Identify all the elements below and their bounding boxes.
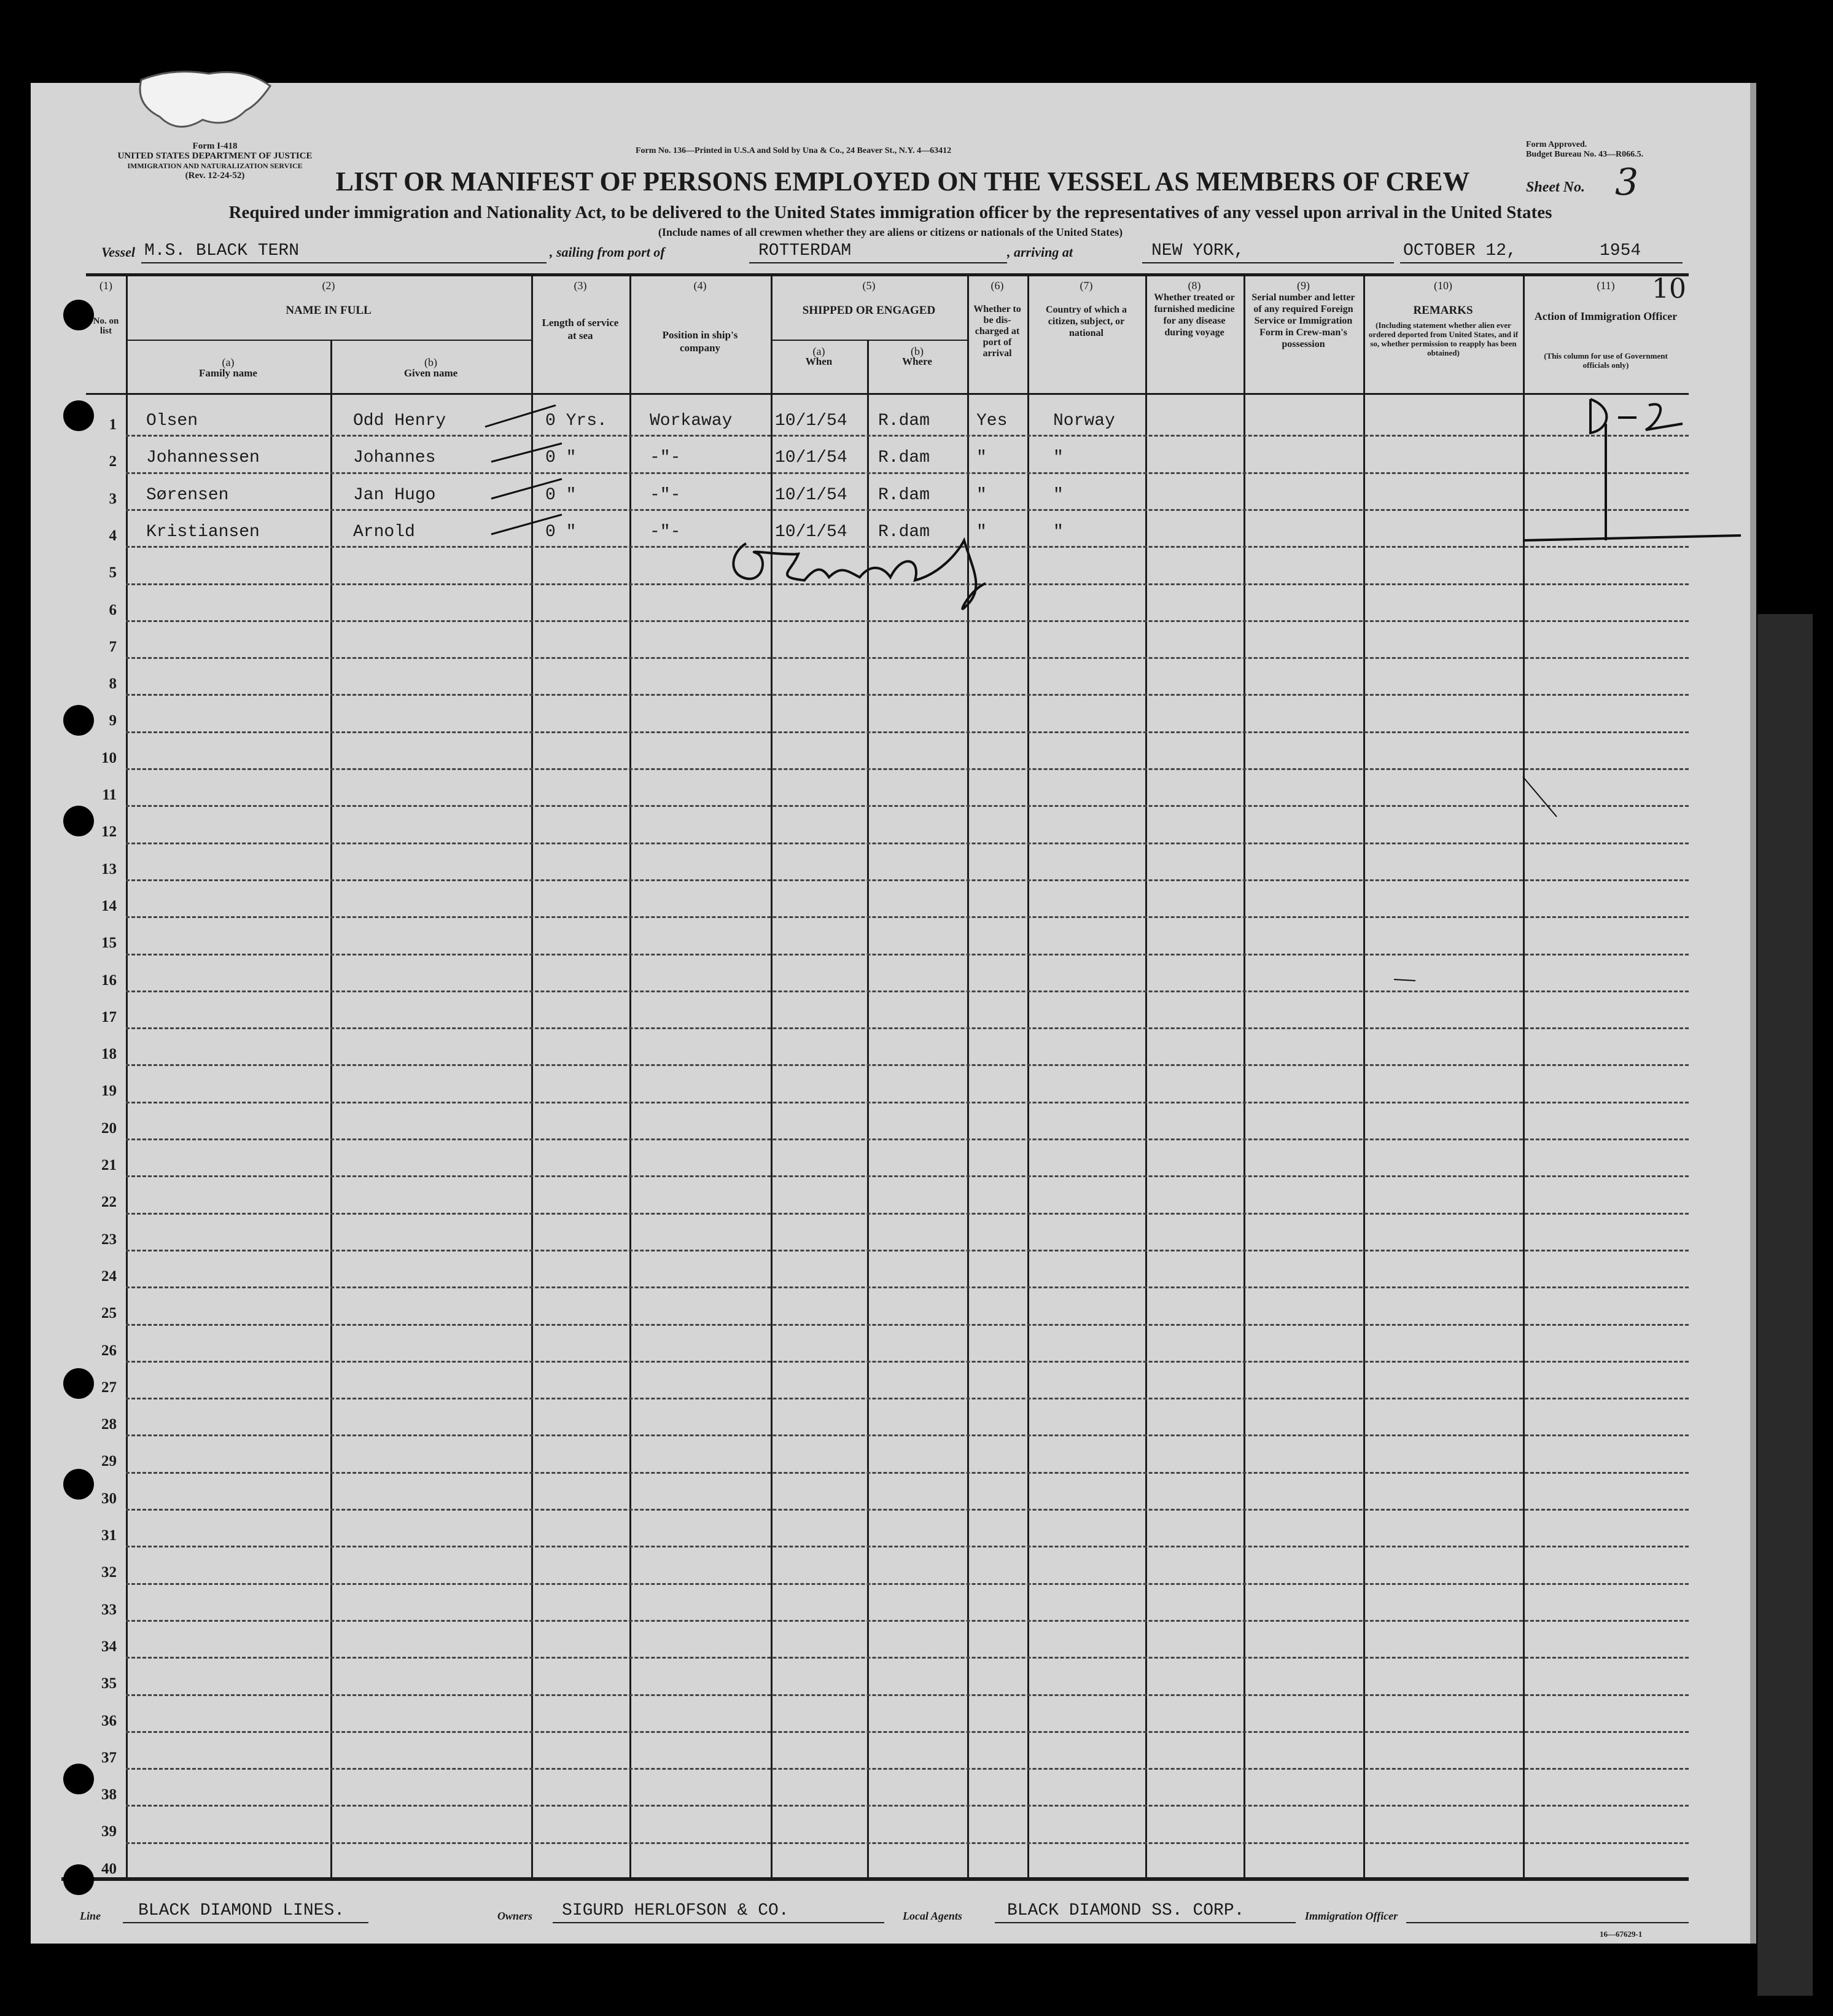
printer-note: Form No. 136—Printed in U.S.A and Sold by Una & Co., 24 Beaver St., N.Y. 4—63412 <box>636 146 952 155</box>
line-label: Line <box>80 1910 101 1922</box>
row-number: 29 <box>101 1453 117 1470</box>
sheet-number: 3 <box>1615 161 1639 204</box>
row-number: 10 <box>101 749 117 766</box>
row-number: 23 <box>101 1231 117 1248</box>
budget-bureau: Budget Bureau No. 43—R066.5. <box>1526 150 1644 159</box>
departure-port: ROTTERDAM <box>758 241 852 260</box>
form-number: Form I-418 <box>192 141 238 151</box>
country-cell: Norway <box>1053 411 1115 430</box>
row-number: 34 <box>101 1638 117 1655</box>
shipped-when-cell: 10/1/54 <box>775 448 847 468</box>
arrival-year: 1954 <box>1600 241 1641 260</box>
row-number: 9 <box>109 712 117 730</box>
arrival-port: NEW YORK, <box>1151 241 1245 260</box>
corner-number: 10 <box>1652 273 1686 305</box>
signature <box>733 540 986 609</box>
row-number: 4 <box>109 527 117 544</box>
col6-number: (6) <box>990 279 1004 292</box>
row-number: 2 <box>109 453 117 470</box>
col2a-number: (a) <box>222 356 235 368</box>
crew-note: (Include names of all crewmen whether they are aliens or citizens or nationals of the United States) <box>658 226 1123 238</box>
discharged-cell: Yes <box>976 411 1008 430</box>
row-number: 19 <box>101 1083 117 1100</box>
col3-number: (3) <box>574 279 587 292</box>
row-number: 25 <box>101 1305 117 1322</box>
vessel-name: M.S. BLACK TERN <box>144 241 300 260</box>
discharged-cell: " <box>976 448 987 468</box>
country-cell: " <box>1053 448 1064 468</box>
family-name-cell: Olsen <box>146 411 198 430</box>
form-approved: Form Approved. <box>1526 140 1587 149</box>
agents-name: BLACK DIAMOND SS. CORP. <box>1007 1901 1245 1920</box>
given-name-cell: Jan Hugo <box>353 485 436 505</box>
vessel-label: Vessel <box>101 244 135 260</box>
discharged-cell: " <box>976 522 987 542</box>
row-number: 31 <box>101 1527 117 1544</box>
binder-hole <box>63 300 94 330</box>
col5-number: (5) <box>862 279 876 292</box>
col10-label: REMARKS <box>1413 304 1473 317</box>
row-number: 14 <box>101 897 117 914</box>
form-code: 16—67629-1 <box>1600 1929 1643 1939</box>
row-number: 32 <box>101 1564 117 1581</box>
row-number: 12 <box>101 823 117 841</box>
row-number: 28 <box>101 1416 117 1433</box>
col10-number: (10) <box>1434 279 1452 292</box>
row-number: 17 <box>101 1008 117 1026</box>
binder-hole <box>63 1469 94 1500</box>
col2b-label: Given name <box>403 367 458 379</box>
sheet-label: Sheet No. <box>1526 179 1585 195</box>
col7-number: (7) <box>1080 279 1093 292</box>
row-number: 15 <box>101 935 117 952</box>
officer-mark <box>1523 399 1741 540</box>
service-length-cell: 0 " <box>545 448 577 468</box>
row-number: 8 <box>109 675 117 693</box>
col2-label: NAME IN FULL <box>286 304 372 317</box>
agents-underline <box>995 1922 1296 1923</box>
row-number: 13 <box>101 860 117 878</box>
col9-label: Serial number and letter of any required Foreign Service or Immigration Form in Crew-man's possession <box>1251 292 1355 349</box>
shipped-where-cell: R.dam <box>878 411 930 430</box>
row-number: 39 <box>101 1823 117 1840</box>
shipped-when-cell: 10/1/54 <box>775 411 847 430</box>
arriving-label: , arriving at <box>1007 244 1073 260</box>
col5-label: SHIPPED OR ENGAGED <box>802 304 936 317</box>
country-cell: " <box>1053 522 1064 542</box>
owners-name: SIGURD HERLOFSON & CO. <box>562 1901 789 1920</box>
shipped-where-cell: R.dam <box>878 485 930 505</box>
stray-mark <box>1523 777 1557 817</box>
row-number: 1 <box>109 416 117 433</box>
position-cell: -"- <box>650 448 681 468</box>
shipped-when-cell: 10/1/54 <box>775 522 847 542</box>
given-name-cell: Johannes <box>353 448 436 468</box>
col2b-number: (b) <box>424 356 437 368</box>
line-name: BLACK DIAMOND LINES. <box>138 1901 345 1920</box>
officer-underline <box>1406 1922 1689 1923</box>
family-name-cell: Sørensen <box>146 485 229 505</box>
col8-label: Whether treated or furnished medicine for any disease during voyage <box>1154 292 1235 338</box>
row-number: 35 <box>101 1675 117 1692</box>
page-title: LIST OR MANIFEST OF PERSONS EMPLOYED ON THE VESSEL AS MEMBERS OF CREW <box>335 166 1470 197</box>
owners-underline <box>553 1922 884 1923</box>
col5b-label: Where <box>902 356 932 367</box>
col11-note: (This column for use of Government officials only) <box>1544 351 1668 370</box>
agents-label: Local Agents <box>903 1910 962 1922</box>
row-number: 40 <box>101 1860 117 1877</box>
col5b-number: (b) <box>911 345 924 357</box>
service-name: IMMIGRATION AND NATURALIZATION SERVICE <box>127 162 303 170</box>
row-number: 11 <box>102 787 117 803</box>
row-number: 27 <box>101 1379 117 1396</box>
country-cell: " <box>1053 485 1064 505</box>
shipped-when-cell: 10/1/54 <box>775 485 847 505</box>
col11-number: (11) <box>1597 279 1615 292</box>
row-number: 30 <box>101 1490 117 1507</box>
row-number: 38 <box>101 1786 117 1804</box>
form-revision: (Rev. 12-24-52) <box>185 171 245 181</box>
row-number: 16 <box>101 971 117 989</box>
binder-hole <box>63 400 94 431</box>
shipped-where-cell: R.dam <box>878 522 930 542</box>
given-name-cell: Arnold <box>353 522 415 542</box>
binder-hole <box>63 806 94 836</box>
position-cell: -"- <box>650 522 681 542</box>
row-number: 18 <box>101 1046 117 1063</box>
stray-dash <box>1394 979 1415 981</box>
row-number: 5 <box>109 564 117 582</box>
row-number: 7 <box>109 638 117 655</box>
col5a-label: When <box>805 356 833 367</box>
col4-label: Position in ship's company <box>662 329 738 354</box>
binder-hole <box>63 1864 94 1895</box>
col6-label: Whether to be dis-charged at port of arrival <box>973 304 1021 359</box>
row-number: 3 <box>109 490 117 507</box>
page-subtitle: Required under immigration and Nationality Act, to be delivered to the United States immigration officer by the representatives of any vessel upon arrival in the United States <box>228 203 1552 222</box>
row-number: 20 <box>101 1119 117 1137</box>
col5a-number: (a) <box>812 345 825 357</box>
shipped-where-cell: R.dam <box>878 448 930 468</box>
given-name-cell: Odd Henry <box>353 411 446 430</box>
family-name-cell: Kristiansen <box>146 522 260 542</box>
row-number: 37 <box>101 1749 117 1766</box>
col1-label: No. on list <box>93 316 119 336</box>
position-cell: -"- <box>650 485 681 505</box>
officer-label: Immigration Officer <box>1305 1910 1398 1922</box>
row-number: 21 <box>101 1157 117 1173</box>
col2-number: (2) <box>322 279 335 292</box>
col8-number: (8) <box>1188 279 1201 292</box>
binder-hole <box>63 1368 94 1399</box>
col4-number: (4) <box>693 279 707 292</box>
col7-label: Country of which a citizen, subject, or national <box>1045 305 1127 338</box>
sailing-label: , sailing from port of <box>550 244 665 260</box>
service-length-cell: 0 Yrs. <box>545 411 607 430</box>
row-number: 26 <box>101 1342 117 1359</box>
col9-number: (9) <box>1297 279 1310 292</box>
position-cell: Workaway <box>650 411 733 430</box>
row-number: 6 <box>109 601 117 618</box>
agency-name: UNITED STATES DEPARTMENT OF JUSTICE <box>117 151 313 161</box>
col3-label: Length of service at sea <box>542 317 619 341</box>
discharged-cell: " <box>976 485 987 505</box>
service-length-cell: 0 " <box>545 485 577 505</box>
col2a-label: Family name <box>199 367 257 379</box>
row-number: 22 <box>101 1194 117 1211</box>
binder-hole <box>63 705 94 736</box>
service-slash-marks <box>485 405 562 534</box>
col1-number: (1) <box>99 279 112 292</box>
col10-note: (Including statement whether alien ever ordered deported from United States, and if so, whether permission to reapply has been obtained) <box>1368 321 1519 357</box>
arrival-date: OCTOBER 12, <box>1403 241 1517 260</box>
line-underline <box>123 1922 368 1923</box>
row-number: 24 <box>101 1267 117 1285</box>
col11-label: Action of Immigration Officer <box>1534 310 1678 322</box>
row-number: 33 <box>101 1601 117 1618</box>
owners-label: Owners <box>497 1910 533 1922</box>
service-length-cell: 0 " <box>545 522 577 542</box>
family-name-cell: Johannessen <box>146 448 260 468</box>
binder-hole <box>63 1764 94 1794</box>
row-number: 36 <box>101 1712 117 1729</box>
